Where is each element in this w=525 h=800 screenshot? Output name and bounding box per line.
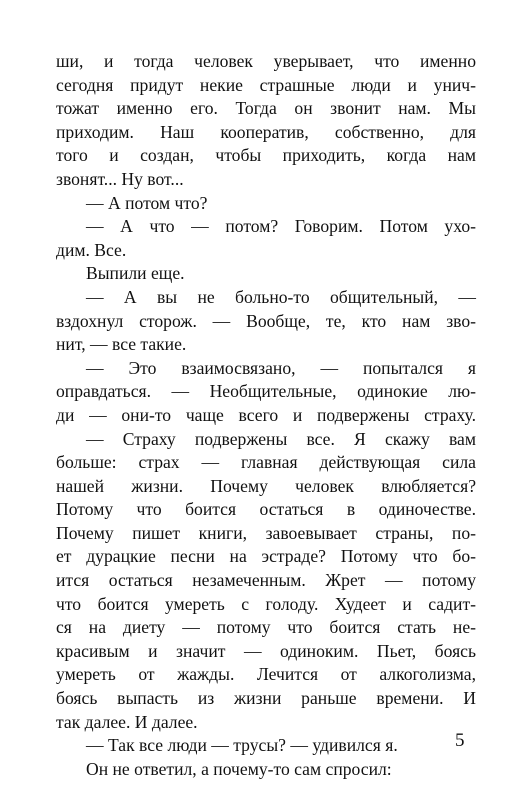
text-line: нит, — все такие. — [56, 334, 187, 355]
text-line: Потому что боится остаться в одиночестве. — [56, 499, 476, 520]
dialogue-line: — Страху подвержены все. Я скажу вам — [86, 428, 476, 449]
text-line: боясь выпасть из жизни раньше времени. И — [56, 688, 476, 709]
text-line: так далее. И далее. — [56, 711, 198, 732]
dialogue-line: — Это взаимосвязано, — попытался я — [86, 357, 476, 378]
text-line: умереть от жажды. Лечится от алкоголизма, — [56, 664, 476, 685]
text-line: сегодня придут некие страшные люди и унич- — [56, 74, 476, 95]
page-number: 5 — [455, 730, 465, 751]
text-line: Выпили еще. — [86, 263, 185, 284]
text-line: приходим. Наш кооператив, собственно, для — [56, 121, 476, 142]
text-line: ся на диету — потому что боится стать не- — [56, 617, 476, 638]
text-line: Почему пишет книги, завоевывает страны, по- — [56, 522, 476, 543]
text-line: вздохнул сторож. — Вообще, те, кто нам зво- — [56, 310, 476, 331]
text-line: ши, и тогда человек уверывает, что именно — [56, 51, 476, 71]
book-page-text — [56, 50, 476, 781]
dialogue-line: — А вы не больно-то общительный, — — [86, 286, 476, 307]
text-line: нашей жизни. Почему человек влюбляется? — [56, 475, 476, 496]
text-line: дим. Все. — [56, 239, 127, 260]
dialogue-line: — А потом что? — [86, 192, 208, 213]
text-line: тожат именно его. Тогда он звонит нам. Мы — [56, 98, 476, 119]
text-line: красивым и значит — одиноким. Пьет, боясь — [56, 640, 476, 661]
dialogue-line: — А что — потом? Говорим. Потом ухо- — [86, 216, 476, 237]
text-line: что боится умереть с голоду. Худеет и садит- — [56, 593, 476, 614]
dialogue-line: — Так все люди — трусы? — удивился я. — [86, 735, 398, 756]
text-line: того и создан, чтобы приходить, когда нам — [56, 145, 476, 166]
text-line: Он не ответил, а почему-то сам спросил: — [86, 758, 392, 779]
text-line: ет дурацкие песни на эстраде? Потому что бо- — [56, 546, 476, 567]
text-line: ди — они-то чаще всего и подвержены страху. — [56, 404, 476, 425]
text-line: ится остаться незамеченным. Жрет — потому — [56, 570, 476, 591]
text-line: звонят... Ну вот... — [56, 168, 184, 189]
text-line: оправдаться. — Необщительные, одинокие лю- — [56, 381, 476, 402]
text-line: больше: страх — главная действующая сила — [56, 452, 476, 473]
